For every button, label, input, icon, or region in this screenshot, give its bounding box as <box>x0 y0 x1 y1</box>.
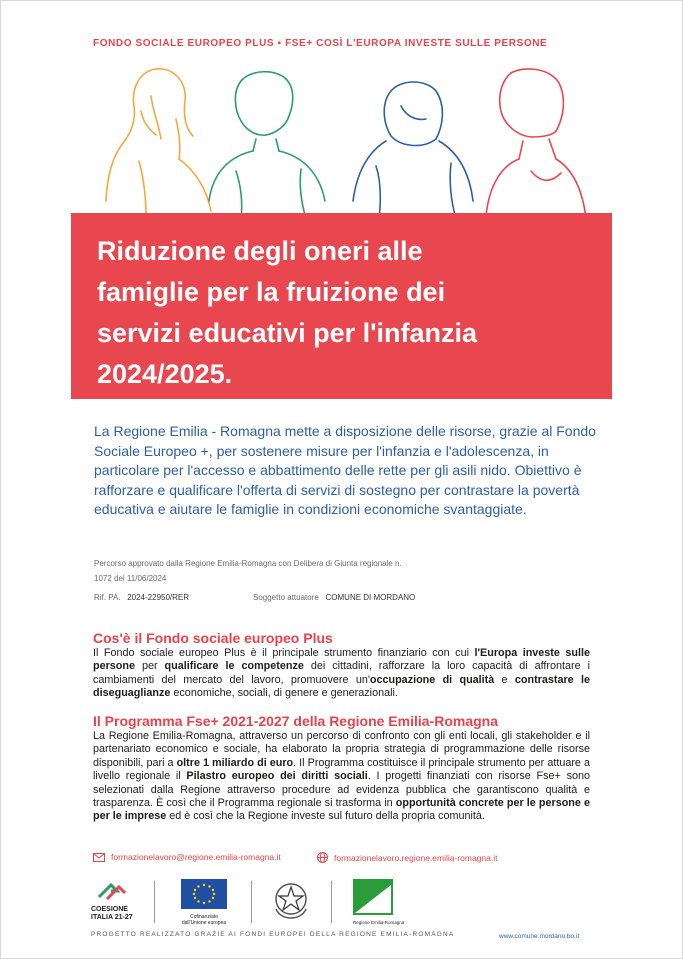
italian-republic-emblem <box>271 879 315 925</box>
title-line-3: servizi educativi per l'infanzia <box>97 318 478 348</box>
mail-icon <box>93 853 105 862</box>
logo-divider <box>331 881 332 923</box>
eu-flag-icon <box>181 879 227 909</box>
rer-logo-icon <box>353 879 393 915</box>
green-person-drawing <box>209 72 325 219</box>
top-banner <box>93 38 547 49</box>
logo-divider <box>154 881 155 923</box>
approval-line-2: 1072 del 11/06/2024 <box>94 574 167 583</box>
title-line-2: famiglie per la fruizione dei <box>97 277 446 307</box>
coesione-line-1: COESIONE <box>91 906 128 913</box>
section-programma-body: La Regione Emilia-Romagna, attraverso un percorso di confronto con gli enti locali, gli stakeholder e il partenariato economico e sociale, ha elaborato la propria strategia di programmazione delle risorse disponibili, pari a oltre 1 miliardo di euro. Il Programma costituisce il principale strumento per attuare a livello regionale il Pilastro europeo dei diritti sociali. I progetti finanziati con risorse Fse+ sono selezionati dalla Regione attraverso procedure ad evidenza pubblica che garantiscono qualità e trasparenza. È così che il Programma regionale si trasforma in opportunità concrete per le persone e per le imprese ed è così che la Regione investe sul futuro della propria comunità. <box>93 730 590 823</box>
page-title <box>97 231 588 395</box>
section-fse-title: Cos'è il Fondo sociale europeo Plus <box>93 630 333 646</box>
section-fse-body: Il Fondo sociale europeo Plus è il principale strumento finanziario con cui l'Europa investe sulle persone per qualificare le competenze dei cittadini, rafforzare la loro capacità di affrontare i cambiamenti del mercato del lavoro, promuovere un'occupazione di qualità e contrastare le diseguaglianze economiche, sociali, di genere e generazionali. <box>93 647 590 700</box>
rif-label: Rif. PA. <box>94 593 121 602</box>
intro-paragraph: La Regione Emilia - Romagna mette a disposizione delle risorse, grazie al Fondo Sociale Europeo +, per sostenere misure per l'infanzia e l'adolescenza, in particolare per l'accesso e abbattimento delle rette per gli asili nido. Obiettivo è rafforzare e qualificare l'offerta di servizi di sostegno per contrastare la povertà educativa e aiutare le famiglie in condizioni economiche svantaggiate. <box>94 423 596 518</box>
title-line-1: Riduzione degli oneri alle <box>97 236 423 266</box>
footer-url[interactable]: www.comune.mordano.bo.it <box>499 933 580 940</box>
soggetto-label: Soggetto attuatore <box>253 593 319 602</box>
section-programma-title: Il Programma Fse+ 2021-2027 della Regione Emilia-Romagna <box>93 713 498 729</box>
rif-value: 2024-22950/RER <box>127 593 190 602</box>
people-illustration <box>101 51 601 221</box>
orange-person-drawing <box>106 69 211 216</box>
approval-line-1: Percorso approvato dalla Regione Emilia-Romagna con Delibera di Giunta regionale n. <box>94 559 402 568</box>
soggetto-attuatore <box>253 593 415 602</box>
red-person-drawing <box>486 69 586 219</box>
emblem-icon <box>271 879 311 923</box>
regione-emilia-romagna-logo <box>353 879 405 925</box>
coesione-arrows-icon <box>91 879 133 901</box>
coesione-line-2: ITALIA 21-27 <box>91 913 133 921</box>
website-text[interactable]: formazionelavoro.regione.emilia-romagna.it <box>334 852 498 863</box>
eu-caption-line-1: Cofinanziato <box>190 914 218 920</box>
banner-right-text: COSÌ L'EUROPA INVESTE SULLE PERSONE <box>316 38 548 49</box>
eu-logo <box>179 879 229 925</box>
contact-email[interactable] <box>93 852 281 862</box>
email-text[interactable]: formazionelavoro@regione.emilia-romagna.it <box>111 852 281 862</box>
contact-website[interactable] <box>317 852 497 863</box>
coesione-italia-logo <box>91 879 141 925</box>
rer-caption: Regione Emilia-Romagna <box>353 920 405 925</box>
blue-person-drawing <box>353 82 473 219</box>
title-line-4: 2024/2025. <box>97 359 233 389</box>
soggetto-value: COMUNE DI MORDANO <box>325 593 416 602</box>
globe-icon <box>317 852 328 863</box>
title-box <box>71 213 612 399</box>
banner-left-text: FONDO SOCIALE EUROPEO PLUS ▪ FSE+ <box>93 38 317 49</box>
eu-caption-line-2: dall'Unione europea <box>181 920 227 926</box>
rif-pa <box>94 593 189 602</box>
logo-divider <box>251 881 252 923</box>
footer-project-line: PROGETTO REALIZZATO GRAZIE AI FONDI EUROPEI DELLA REGIONE EMILIA-ROMAGNA <box>91 931 455 938</box>
